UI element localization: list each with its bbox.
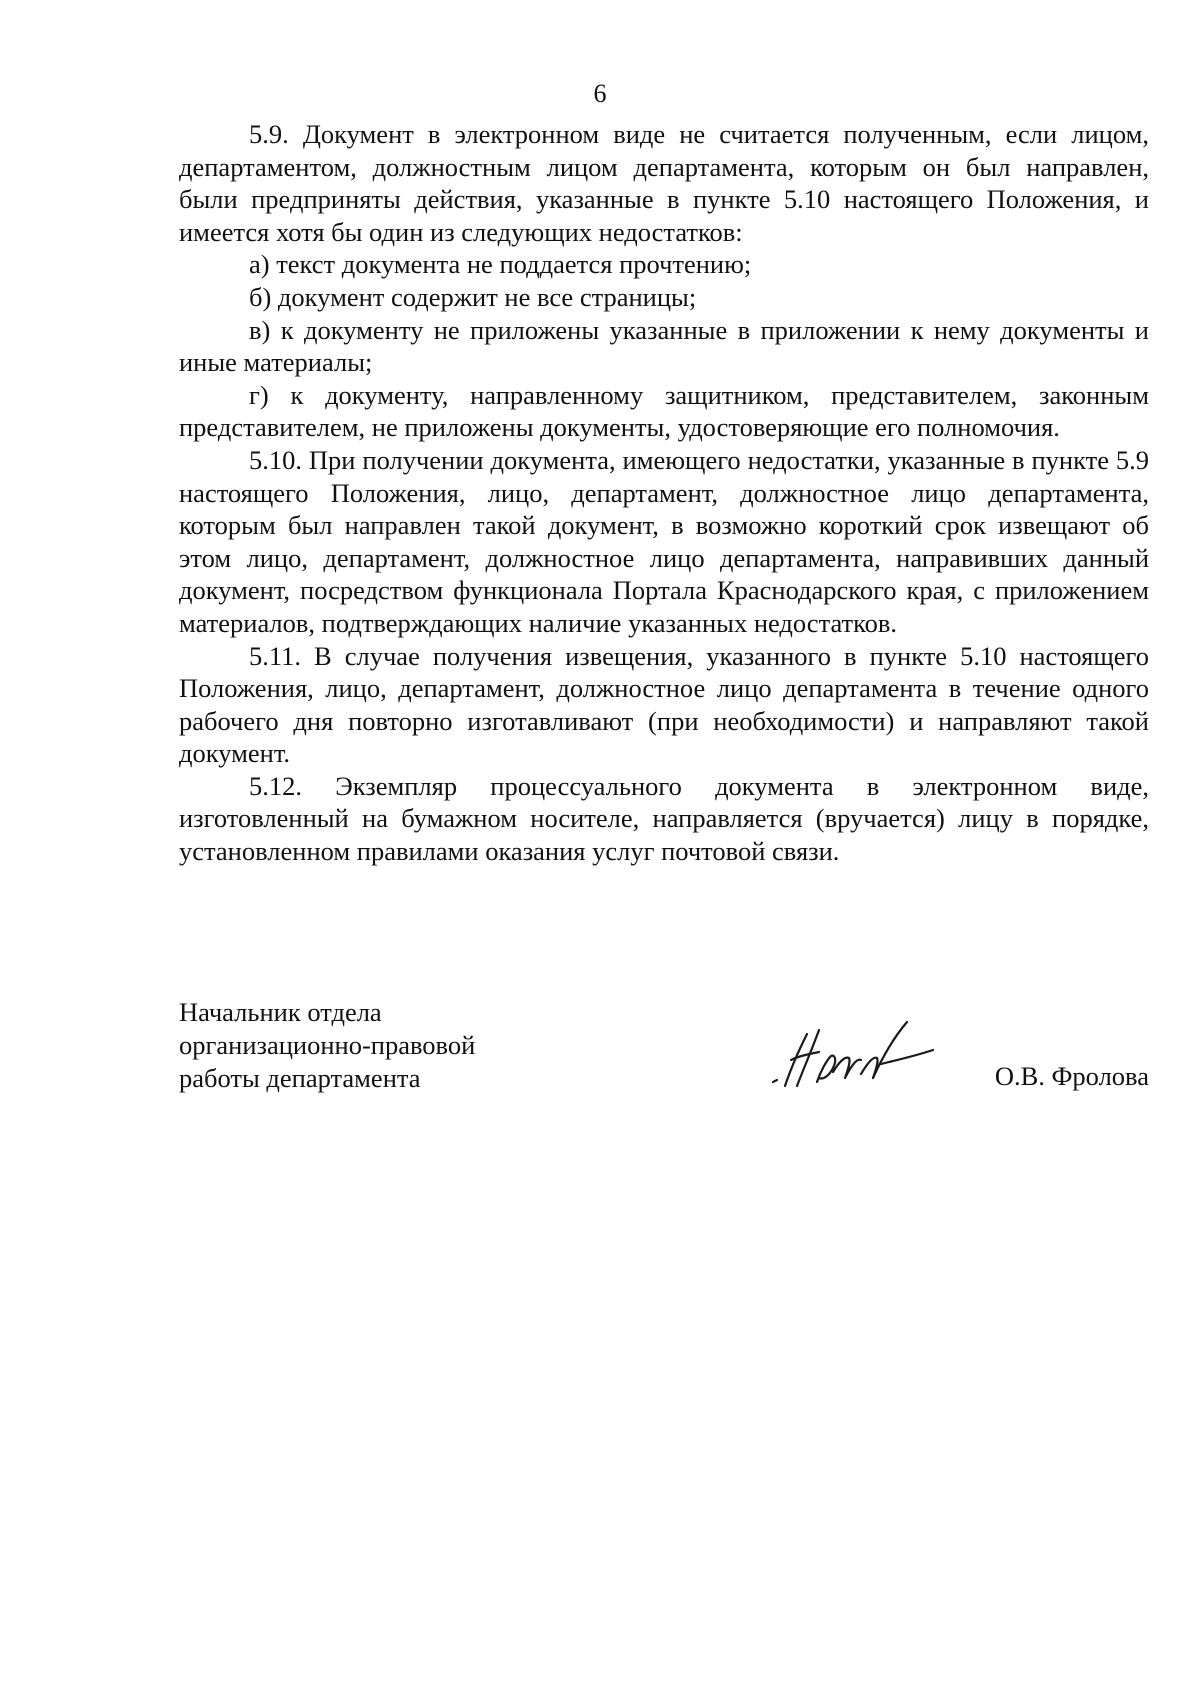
paragraph-5-10: 5.10. При получении документа, имеющего недостатки, указанные в пункте 5.9 настоящего Положения, лицо, департамент, должностное лицо департамента, которым был направлен такой документ, в возможно короткий срок извещают об этом лицо, департамент, должностное лицо департамента, направивших данный документ, посредством функционала Портала Краснодарского края, с приложением материалов, подтверждающих наличие указанных недостатков. [179,444,1149,638]
paragraph-item-c: в) к документу не приложены указанные в приложении к нему документы и иные материалы; [179,314,1149,378]
page-number: 6 [593,79,607,108]
signer-name: О.В. Фролова [994,1061,1149,1091]
signature-block [179,996,1149,1106]
paragraph-item-b: б) документ содержит не все страницы; [249,281,697,312]
signer-position-line: Начальник отдела [179,997,382,1027]
handwritten-signature [769,1016,939,1096]
document-body [179,118,1149,868]
paragraph-5-11: 5.11. В случае получения извещения, указанного в пункте 5.10 настоящего Положения, лицо, департамент, должностное лицо департамента в течение одного рабочего дня повторно изготавливают (при необходимости) и направляют такой документ. [179,640,1149,769]
signer-position-line: организационно-правовой [179,1030,476,1060]
paragraph-item-d: г) к документу, направленному защитником, представителем, законным представителем, не приложены документы, удостоверяющие его полномочия. [179,379,1149,443]
paragraph-item-a: а) текст документа не поддается прочтению; [249,249,752,280]
paragraph-5-9: 5.9. Документ в электронном виде не считается полученным, если лицом, департаментом, должностным лицом департамента, которым он был направлен, были предприняты действия, указанные в пункте 5.10 настоящего Положения, и имеется хотя бы один из следующих недостатков: [179,119,1149,247]
signer-position [179,996,599,1095]
signer-position-line: работы департамента [179,1063,421,1093]
paragraph-5-12: 5.12. Экземпляр процессуального документа в электронном виде, изготовленный на бумажном носителе, направляется (вручается) лицу в порядке, установленном правилами оказания услуг почтовой связи. [179,770,1149,867]
